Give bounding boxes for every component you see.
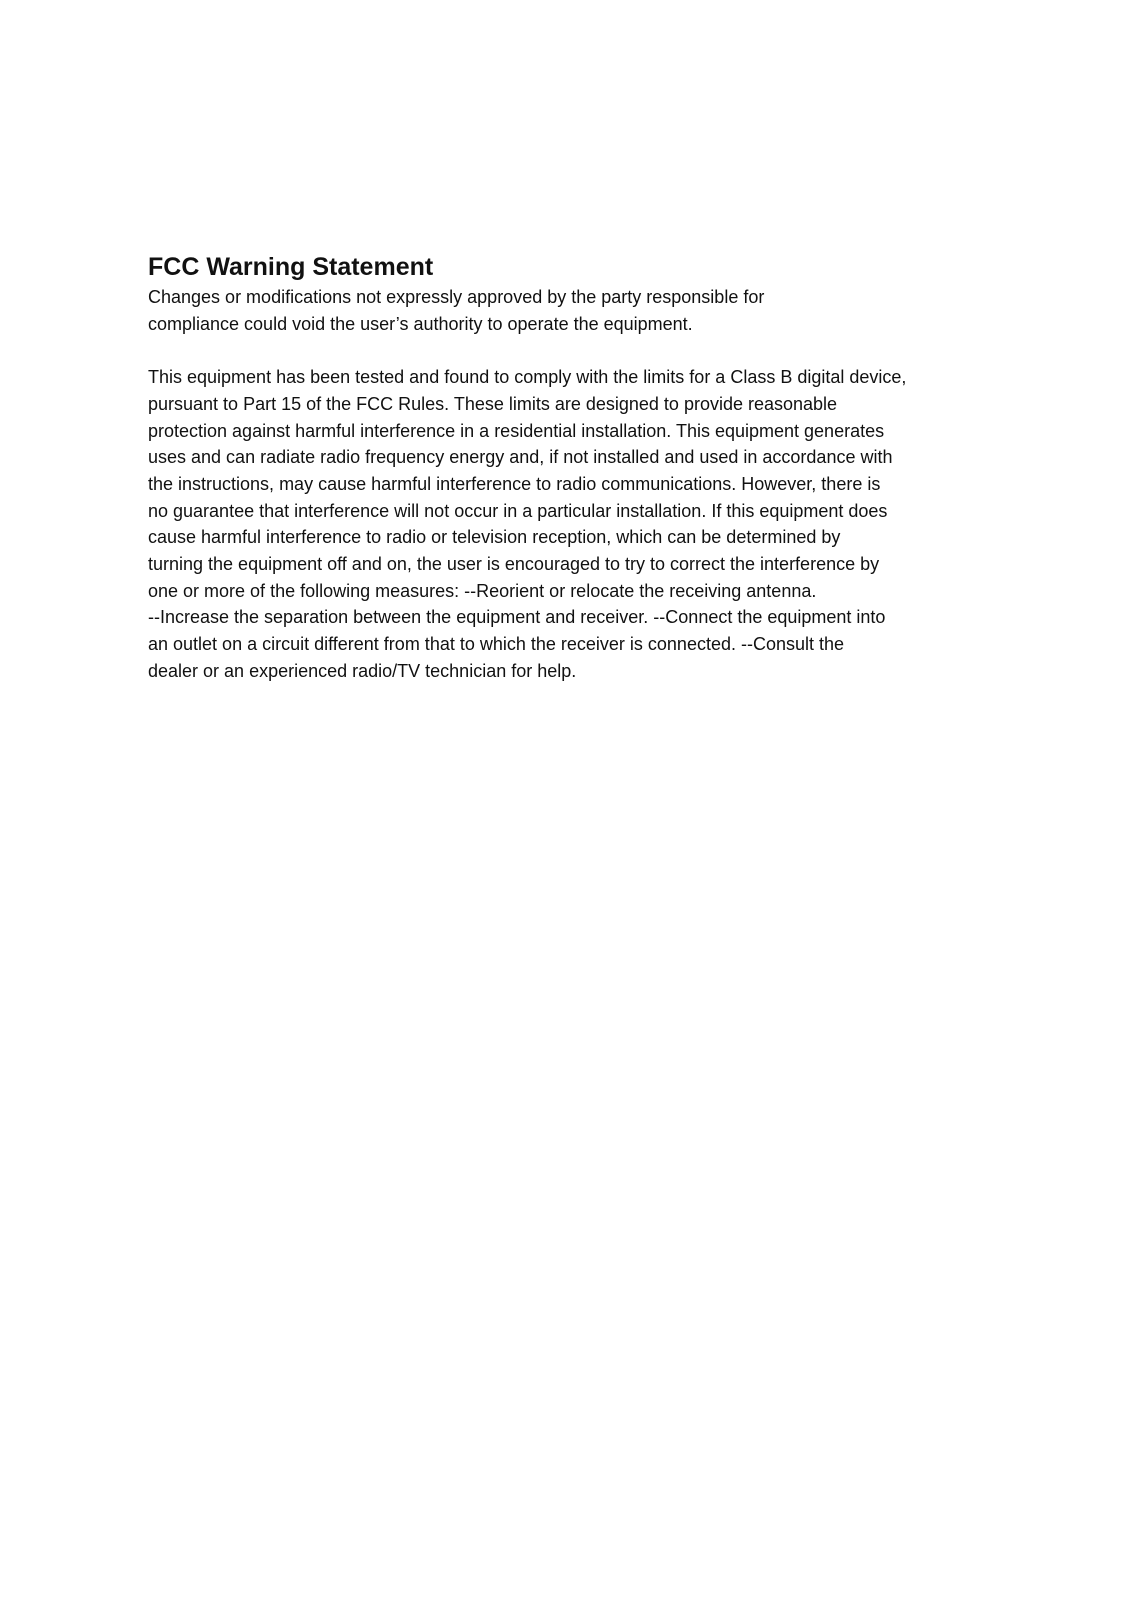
text-line: compliance could void the user’s authority to operate the equipment. <box>148 313 693 334</box>
text-line: an outlet on a circuit different from that to which the receiver is connected. --Consult the <box>148 634 845 655</box>
text-line: no guarantee that interference will not occur in a particular installation. If this equipment does <box>148 500 888 521</box>
document-content <box>148 250 998 685</box>
text-line: dealer or an experienced radio/TV technician for help. <box>148 660 577 681</box>
paragraph-spacer <box>148 337 998 364</box>
page-title: FCC Warning Statement <box>148 253 434 281</box>
text-line: pursuant to Part 15 of the FCC Rules. These limits are designed to provide reasonable <box>148 393 838 414</box>
text-line: This equipment has been tested and found to comply with the limits for a Class B digital device, <box>148 367 907 388</box>
text-line: turning the equipment off and on, the user is encouraged to try to correct the interference by <box>148 554 880 575</box>
text-line: protection against harmful interference in a residential installation. This equipment generates <box>148 420 885 441</box>
text-line: the instructions, may cause harmful interference to radio communications. However, there is <box>148 473 881 494</box>
text-line: --Increase the separation between the equipment and receiver. --Connect the equipment into <box>148 607 886 628</box>
paragraph-changes-warning <box>148 284 998 337</box>
paragraph-class-b-compliance <box>148 364 998 684</box>
text-line: Changes or modifications not expressly approved by the party responsible for <box>148 287 765 307</box>
text-line: cause harmful interference to radio or television reception, which can be determined by <box>148 527 841 548</box>
text-line: uses and can radiate radio frequency energy and, if not installed and used in accordance with <box>148 447 893 468</box>
text-line: one or more of the following measures: --Reorient or relocate the receiving antenna. <box>148 580 817 601</box>
